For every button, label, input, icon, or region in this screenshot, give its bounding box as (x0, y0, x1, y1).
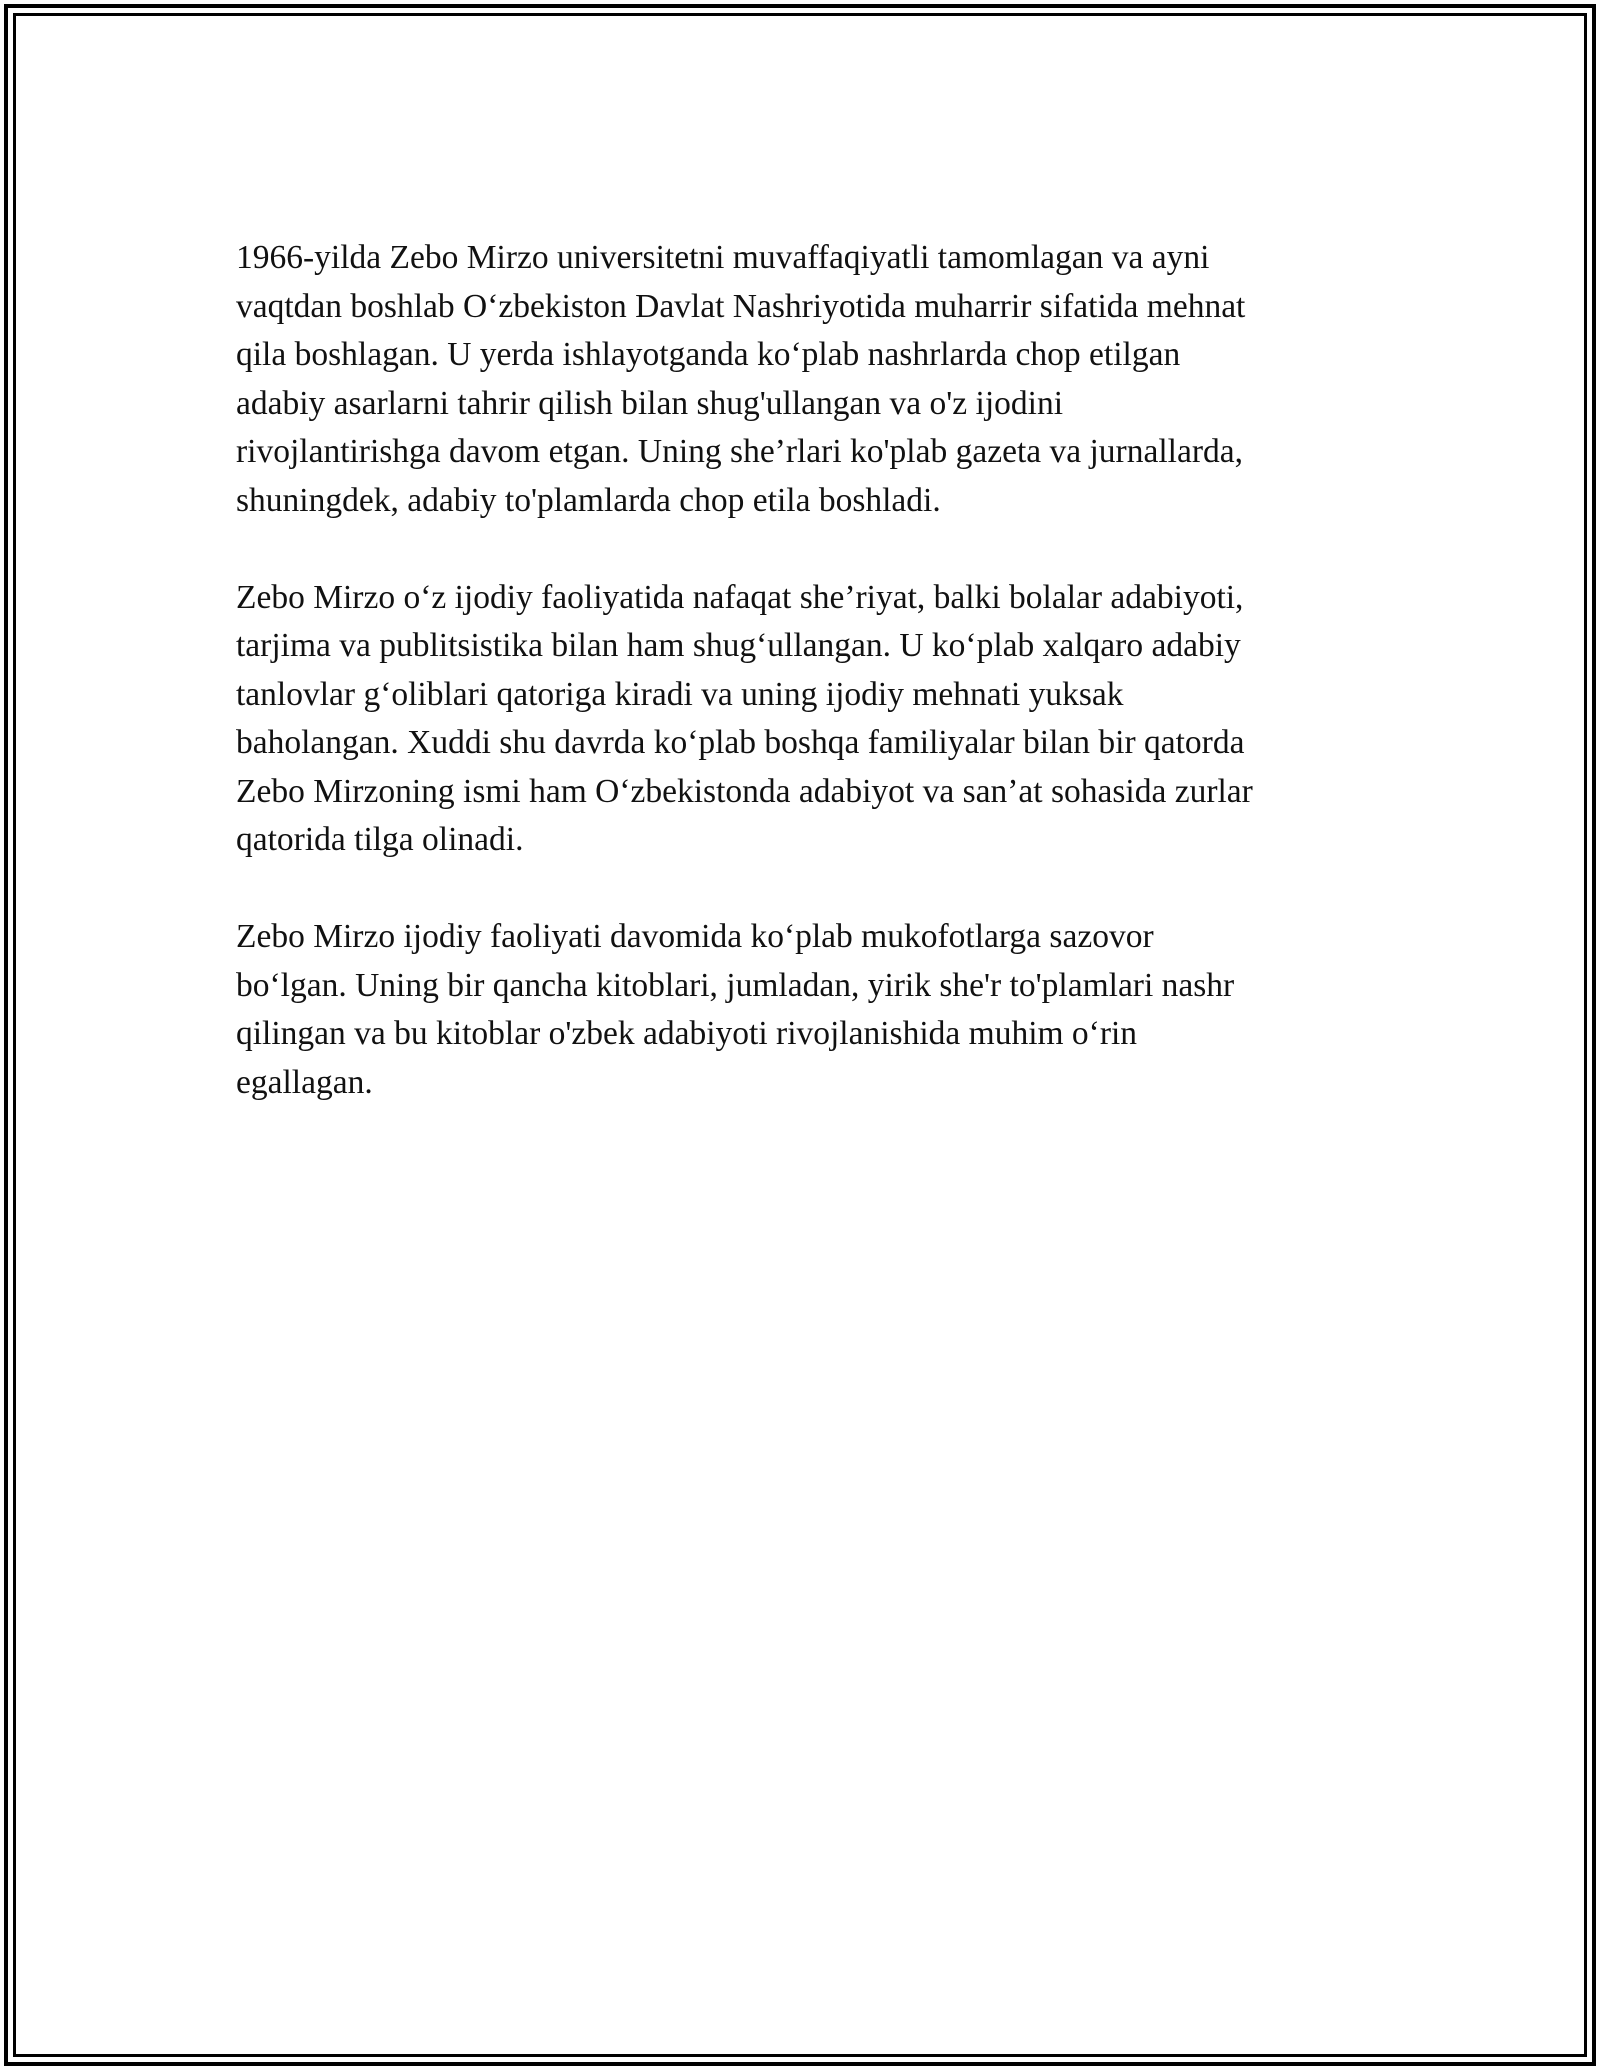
text-line: bo‘lgan. Uning bir qancha kitoblari, jumladan, yirik she'r to'plamlari nashr (236, 966, 1235, 1004)
document-body (236, 234, 1366, 1156)
paragraph-3 (236, 913, 1366, 1107)
text-line: tanlovlar g‘oliblari qatoriga kiradi va uning ijodiy mehnati yuksak (236, 675, 1124, 713)
text-line: qilingan va bu kitoblar o'zbek adabiyoti rivojlanishida muhim o‘rin (236, 1015, 1138, 1052)
text-line: adabiy asarlarni tahrir qilish bilan shug'ullangan va o'z ijodini (236, 384, 1064, 422)
text-line: rivojlantirishga davom etgan. Uning she’rlari ko'plab gazeta va jurnallarda, (236, 433, 1243, 470)
text-line: baholangan. Xuddi shu davrda ko‘plab boshqa familiyalar bilan bir qatorda (236, 724, 1245, 761)
text-line: tarjima va publitsistika bilan ham shug‘ullangan. U ko‘plab xalqaro adabiy (236, 627, 1241, 664)
text-line: qatorida tilga olinadi. (236, 821, 524, 858)
text-line: Zebo Mirzo o‘z ijodiy faoliyatida nafaqat she’riyat, balki bolalar adabiyoti, (236, 578, 1244, 616)
text-line: Zebo Mirzo ijodiy faoliyati davomida ko‘plab mukofotlarga sazovor (236, 918, 1154, 955)
paragraph-2 (236, 574, 1366, 865)
text-line: vaqtdan boshlab O‘zbekiston Davlat Nashriyotida muharrir sifatida mehnat (236, 287, 1246, 325)
text-line: shuningdek, adabiy to'plamlarda chop etila boshladi. (236, 481, 941, 519)
text-line: Zebo Mirzoning ismi ham O‘zbekistonda adabiyot va san’at sohasida zurlar (236, 772, 1253, 810)
text-line: 1966-yilda Zebo Mirzo universitetni muvaffaqiyatli tamomlagan va ayni (236, 239, 1210, 276)
text-line: qila boshlagan. U yerda ishlayotganda ko‘plab nashrlarda chop etilgan (236, 336, 1181, 373)
paragraph-1 (236, 234, 1366, 525)
text-line: egallagan. (236, 1063, 373, 1101)
